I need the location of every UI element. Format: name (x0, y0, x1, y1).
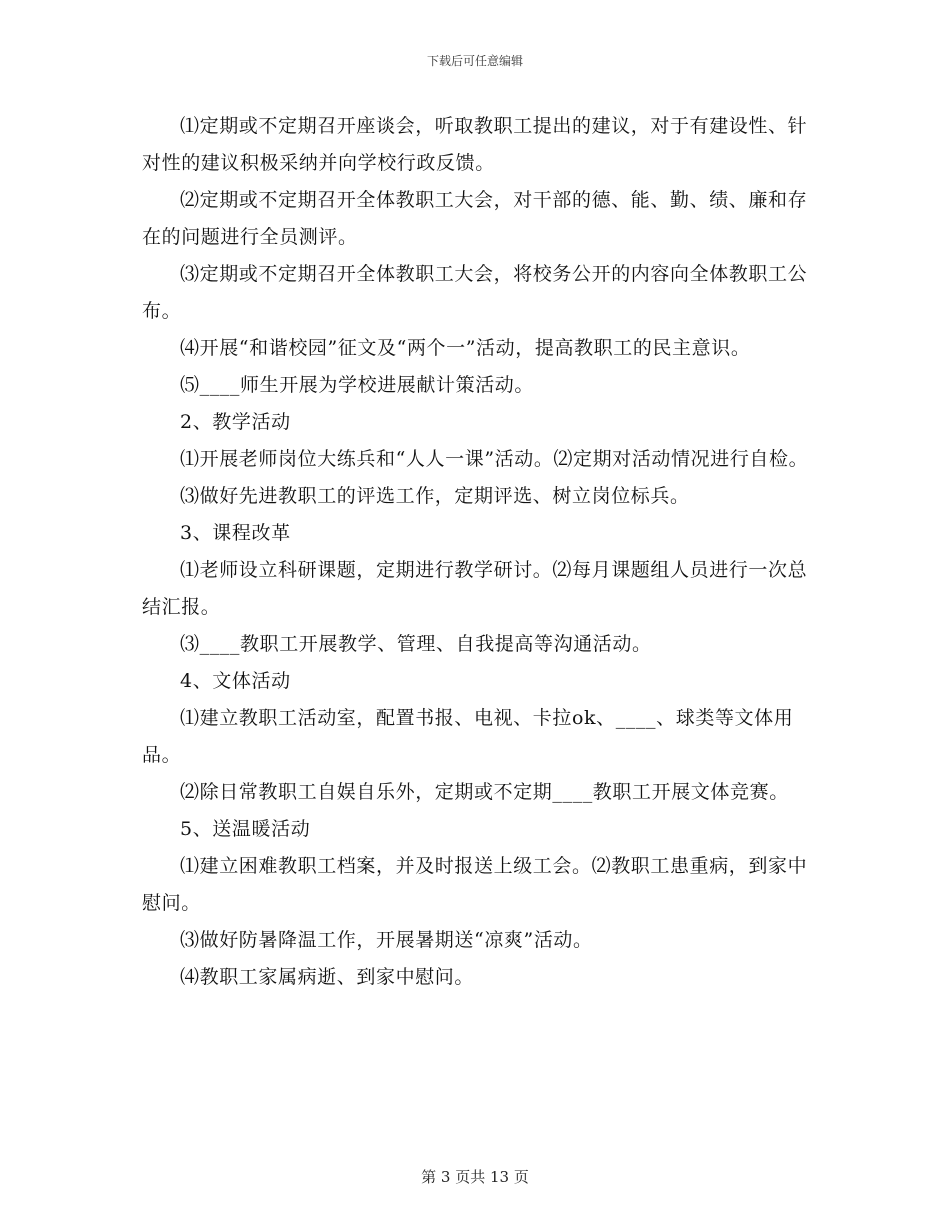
paragraph: ⑶做好先进教职工的评选工作，定期评选、树立岗位标兵。 (180, 485, 690, 507)
document-body (142, 108, 814, 996)
paragraph: ⑷开展“和谐校园”征文及“两个一”活动，提高教职工的民主意识。 (180, 337, 751, 359)
paragraph: ⑴建立困难教职工档案，并及时报送上级工会。⑵教职工患重病，到家中慰问。 (142, 855, 808, 914)
page-header: 下载后可任意编辑 (426, 54, 523, 68)
paragraph: ⑴老师设立科研课题，定期进行教学研讨。⑵每月课题组人员进行一次总结汇报。 (142, 559, 808, 618)
paragraph: ⑵定期或不定期召开全体教职工大会，对干部的德、能、勤、绩、廉和存在的问题进行全员测评。 (142, 189, 808, 248)
section-heading: 3、课程改革 (180, 522, 291, 544)
paragraph: ⑶定期或不定期召开全体教职工大会，将校务公开的内容向全体教职工公布。 (142, 263, 808, 322)
paragraph: ⑴定期或不定期召开座谈会，听取教职工提出的建议，对于有建设性、针对性的建议积极采纳并向学校行政反馈。 (142, 115, 808, 174)
paragraph: ⑴建立教职工活动室，配置书报、电视、卡拉ok、____、球类等文体用品。 (142, 707, 794, 766)
section-heading: 5、送温暖活动 (180, 818, 311, 840)
paragraph: ⑴开展老师岗位大练兵和“人人一课”活动。⑵定期对活动情况进行自检。 (180, 448, 809, 470)
paragraph: ⑸____师生开展为学校进展献计策活动。 (180, 374, 535, 396)
paragraph: ⑵除日常教职工自娱自乐外，定期或不定期____教职工开展文体竞赛。 (180, 781, 789, 803)
paragraph: ⑶____教职工开展教学、管理、自我提高等沟通活动。 (180, 633, 652, 655)
paragraph: ⑶做好防暑降温工作，开展暑期送“凉爽”活动。 (180, 929, 593, 951)
paragraph: ⑷教职工家属病逝、到家中慰问。 (180, 966, 475, 988)
section-heading: 4、文体活动 (180, 670, 291, 692)
section-heading: 2、教学活动 (180, 411, 291, 433)
page-footer: 第 3 页共 13 页 (421, 1168, 529, 1186)
